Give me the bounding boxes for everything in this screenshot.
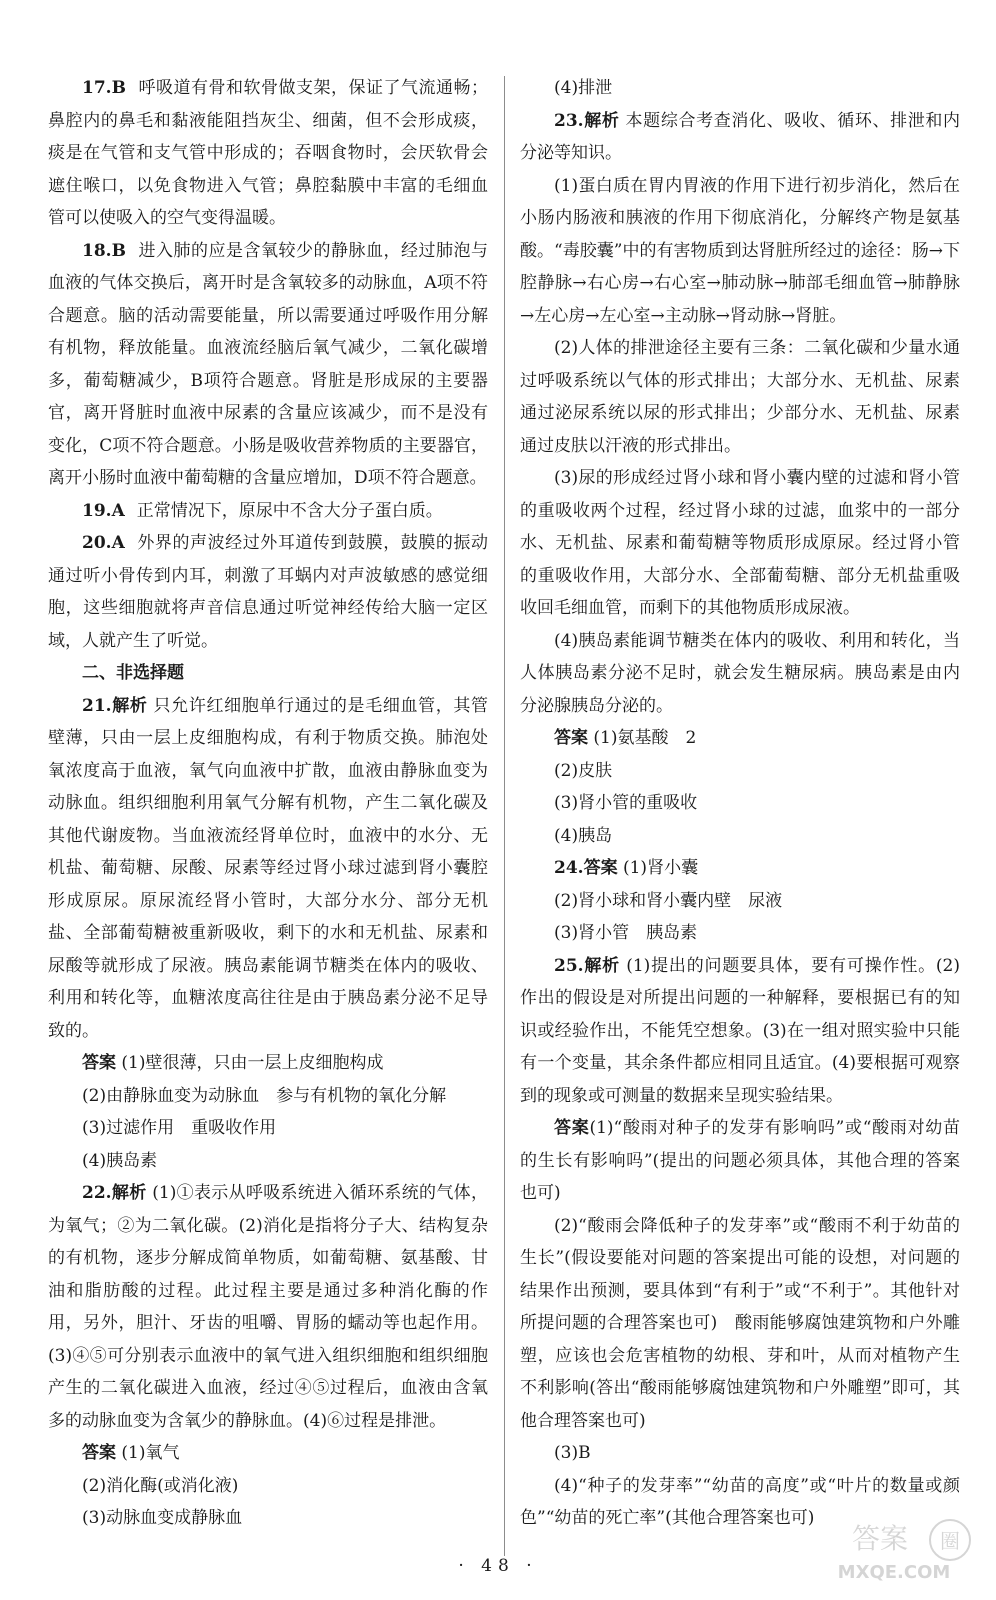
q18-number: 18.B	[82, 240, 126, 261]
q24-answer-3: (3)肾小管 胰岛素	[554, 923, 698, 943]
q24-answer-1	[520, 852, 960, 885]
q25-answer-4: (4)“种子的发芽率”“幼苗的高度”或“叶片的数量或颜色”“幼苗的死亡率”(其他合理答案也可)	[520, 1475, 960, 1528]
q23-intro: 本题综合考查消化、吸收、循环、排泄和内分泌等知识。	[520, 110, 961, 163]
q22-answer-3: (3)动脉血变成静脉血	[82, 1508, 243, 1528]
column-divider	[504, 76, 505, 1556]
q25-answer-1	[520, 1112, 960, 1210]
q25-number: 25.	[554, 955, 584, 976]
q19-text: 正常情况下，原尿中不含大分子蛋白质。	[136, 500, 443, 521]
q18-item	[48, 235, 488, 495]
q21-answer-text-1: (1)壁很薄，只由一层上皮细胞构成	[121, 1053, 384, 1073]
q24-answer-text-1: (1)肾小囊	[622, 858, 699, 878]
q22-answer-4: (4)排泄	[554, 78, 613, 98]
q20-item	[48, 527, 488, 657]
q23-answer-text-1: (1)氨基酸 2	[593, 728, 697, 748]
q22-answer-2: (2)消化酶(或消化液)	[82, 1475, 239, 1496]
q23-analysis-label: 解析	[583, 110, 620, 131]
q23-answer-4: (4)胰岛	[554, 825, 613, 846]
q24-number: 24.	[554, 858, 584, 878]
q20-text: 外界的声波经过外耳道传到鼓膜，鼓膜的振动通过听小骨传到内耳，刺激了耳蜗内对声波敏感的感觉细胞，这些细胞就将声音信息通过听觉神经传给大脑一定区域，人就产生了听觉。	[48, 533, 488, 651]
svg-text:答案: 答案	[851, 1522, 909, 1555]
q25-analysis-label: 解析	[583, 955, 620, 976]
q25-answer-3: (3)B	[554, 1443, 591, 1463]
q22-answer-1	[48, 1437, 488, 1470]
q22-number: 22.	[82, 1183, 112, 1203]
q17-number: 17.B	[82, 78, 126, 98]
q25-analysis	[520, 950, 960, 1113]
q23-answer-1	[520, 722, 960, 755]
q23-number: 23.	[554, 110, 584, 131]
q23-para-3: (3)尿的形成经过肾小球和肾小囊内壁的过滤和肾小管的重吸收两个过程，经过肾小球的过滤，血浆中的一部分水、无机盐、尿素和葡萄糖等物质形成原尿。经过肾小管的重吸收作用，大部分水、全部葡萄糖、部分无机盐重吸收回毛细血管，而剩下的其他物质形成尿液。	[520, 468, 960, 618]
q25-answer-label: 答案	[554, 1118, 590, 1138]
q21-number: 21.	[82, 695, 112, 716]
q21-analysis-label: 解析	[111, 695, 148, 716]
q21-answer-1	[48, 1047, 488, 1080]
section-title: 二、非选择题	[82, 663, 184, 683]
svg-text:MXQE.COM: MXQE.COM	[837, 1562, 951, 1583]
page-number-value: 48	[481, 1556, 515, 1576]
q19-number: 19.A	[82, 500, 125, 521]
q23-answer-2: (2)皮肤	[554, 760, 613, 781]
q23-para-1: (1)蛋白质在胃内胃液的作用下进行初步消化，然后在小肠内肠液和胰液的作用下彻底消化，分解终产物是氨基酸。“毒胶囊”中的有害物质到达肾脏所经过的途径：肠→下腔静脉→右心房→右心室→肺动脉→肺部毛细血管→肺静脉→左心房→左心室→主动脉→肾动脉→肾脏。	[520, 175, 960, 326]
q20-number: 20.A	[82, 533, 125, 553]
q23-analysis	[520, 105, 960, 170]
q22-answer-text-1: (1)氧气	[121, 1443, 180, 1463]
q21-answer-3: (3)过滤作用 重吸收作用	[82, 1118, 277, 1138]
q21-answer-label: 答案	[82, 1053, 116, 1073]
q25-answer-text-1: (1)“酸雨对种子的发芽有影响吗”或“酸雨对幼苗的生长有影响吗”(提出的问题必须具体，其他合理的答案也可)	[520, 1118, 961, 1203]
q19-item	[48, 495, 488, 528]
q21-answer-4: (4)胰岛素	[82, 1150, 158, 1171]
q23-answer-3: (3)肾小管的重吸收	[554, 793, 698, 813]
q21-answer-2: (2)由静脉血变为动脉血 参与有机物的氧化分解	[82, 1085, 447, 1106]
q21-analysis	[48, 690, 488, 1048]
page-number: · 48 ·	[458, 1556, 538, 1576]
q18-text: 进入肺的应是含氧较少的静脉血，经过肺泡与血液的气体交换后，离开时是含氧较多的动脉血，A项不符合题意。脑的活动需要能量，所以需要通过呼吸作用分解有机物，释放能量。血液流经脑后氧气减少，二氧化碳增多，葡萄糖减少，B项符合题意。肾脏是形成尿的主要器官，离开肾脏时血液中尿素的含量应该减少，而不是没有变化，C项不符合题意。小肠是吸收营养物质的主要器官，离开小肠时血液中葡萄糖的含量应增加，D项不符合题意。	[48, 240, 488, 488]
q24-answer-2: (2)肾小球和肾小囊内壁 尿液	[554, 890, 783, 911]
q23-answer-label: 答案	[554, 728, 588, 748]
q25-analysis-text: (1)提出的问题要具体，要有可操作性。(2)作出的假设是对所提出问题的一种解释，要根据已有的知识或经验作出，不能凭空想象。(3)在一组对照实验中只能有一个变量，其余条件都应相同且适宜。(4)要根据可观察到的现象或可测量的数据来呈现实验结果。	[520, 955, 960, 1106]
q25-answer-2: (2)“酸雨会降低种子的发芽率”或“酸雨不利于幼苗的生长”(假设要能对问题的答案提出可能的设想，对问题的结果作出预测，要具体到“有利于”或“不利于”。其他针对所提问题的合理答案也可) 酸雨能够腐蚀建筑物和户外雕塑，应该也会危害植物的幼根、芽和叶，从而对植物产生不利影响(答出“酸雨能够腐蚀建筑物和户外雕塑”即可，其他合理答案也可)	[520, 1215, 960, 1431]
q21-analysis-text: 只允许红细胞单行通过的是毛细血管，其管壁薄，只由一层上皮细胞构成，有利于物质交换。肺泡处氧浓度高于血液，氧气向血液中扩散，血液由静脉血变为动脉血。组织细胞利用氧气分解有机物，产生二氧化碳及其他代谢废物。当血液流经肾单位时，血液中的水分、无机盐、葡萄糖、尿酸、尿素等经过肾小球过滤到肾小囊腔形成原尿。原尿流经肾小管时，大部分水分、部分无机盐、全部葡萄糖被重新吸收，剩下的水和无机盐、尿素和尿酸等就形成了尿液。胰岛素能调节糖类在体内的吸收、利用和转化等，血糖浓度高往往是由于胰岛素分泌不足导致的。	[48, 695, 489, 1041]
q22-analysis	[48, 1177, 488, 1437]
left-column	[48, 72, 488, 1535]
svg-text:圈: 圈	[940, 1529, 960, 1553]
right-column	[520, 72, 960, 1535]
q23-para-2: (2)人体的排泄途径主要有三条：二氧化碳和少量水通过呼吸系统以气体的形式排出；大部分水、无机盐、尿素通过泌尿系统以尿的形式排出；少部分水、无机盐、尿素通过皮肤以汗液的形式排出。	[520, 338, 960, 456]
q22-answer-label: 答案	[82, 1443, 116, 1463]
q17-text: 呼吸道有骨和软骨做支架，保证了气流通畅；鼻腔内的鼻毛和黏液能阻挡灰尘、细菌，但不会形成痰，痰是在气管和支气管中形成的；吞咽食物时，会厌软骨会遮住喉口，以免食物进入气管；鼻腔黏膜中丰富的毛细血管可以使吸入的空气变得温暖。	[48, 78, 488, 228]
q22-analysis-text: (1)①表示从呼吸系统进入循环系统的气体，为氧气；②为二氧化碳。(2)消化是指将分子大、结构复杂的有机物，逐步分解成简单物质，如葡萄糖、氨基酸、甘油和脂肪酸的过程。此过程主要是通过多种消化酶的作用，另外，胆汁、牙齿的咀嚼、胃肠的蠕动等也起作用。(3)④⑤可分别表示血液中的氧气进入组织细胞和组织细胞产生的二氧化碳进入血液，经过④⑤过程后，血液由含氧多的动脉血变为含氧少的静脉血。(4)⑥过程是排泄。	[48, 1183, 488, 1431]
watermark-logo	[810, 1514, 978, 1586]
q24-answer-label: 答案	[583, 858, 618, 878]
q23-para-4: (4)胰岛素能调节糖类在体内的吸收、利用和转化，当人体胰岛素分泌不足时，就会发生糖尿病。胰岛素是由内分泌腺胰岛分泌的。	[520, 630, 960, 716]
q22-analysis-label: 解析	[111, 1183, 147, 1203]
q17-item	[48, 72, 488, 235]
